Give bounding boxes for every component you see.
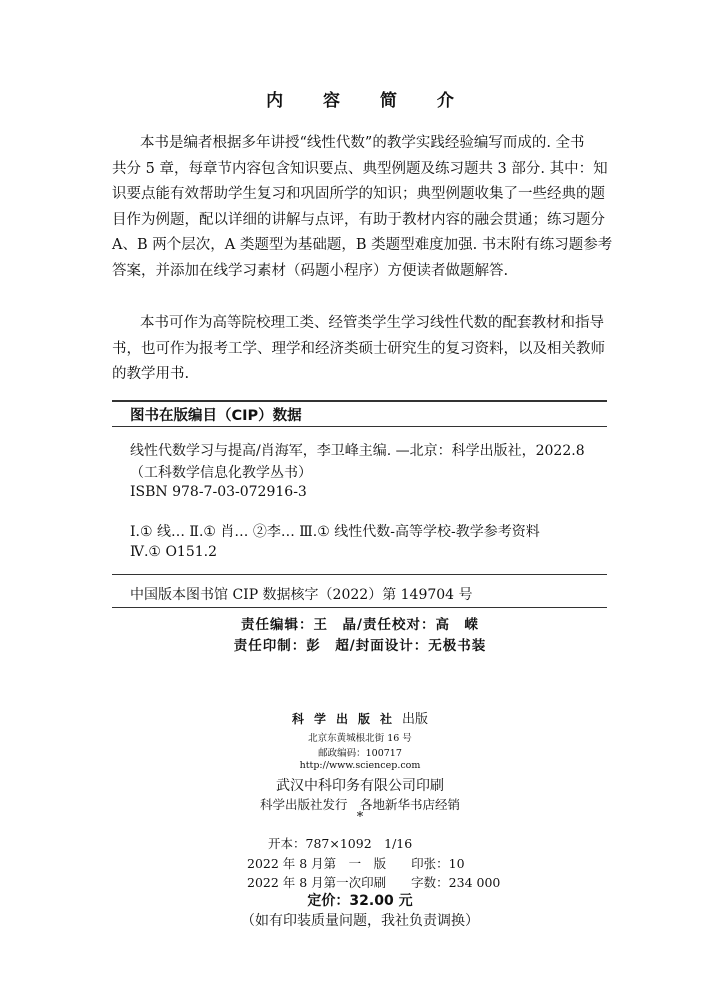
cip-classification-line: Ⅰ.① 线… Ⅱ.① 肖… ②李… Ⅲ.① 线性代数-高等学校-教学参考资料 — [130, 524, 540, 540]
intro-p2-line: 的教学用书. — [112, 366, 190, 383]
cip-heading-rule — [112, 426, 607, 427]
publisher-url: http://www.sciencep.com — [299, 760, 421, 771]
intro-p1-line: 本书是编者根据多年讲授“线性代数”的教学实践经验编写而成的. 全书 — [140, 135, 585, 151]
credits-printing-cover: 责任印制：彭 超/封面设计：无极书装 — [233, 638, 487, 654]
page-title: 内 容 简 介 — [266, 91, 471, 111]
credits-editor-proofreader: 责任编辑：王 晶/责任校对：高 嵘 — [241, 617, 479, 633]
cip-series-line: （工科数学信息化教学丛书） — [130, 465, 312, 481]
intro-p1-line: 答案，并添加在线学习素材（码题小程序）方便读者做题解答. — [112, 262, 509, 279]
cip-isbn-line: ISBN 978-7-03-072916-3 — [130, 484, 307, 500]
cip-heading: 图书在版编目（CIP）数据 — [130, 408, 302, 424]
distribution-line: 科学出版社发行 各地新华书店经销 — [259, 797, 460, 812]
spec-format: 开本：787×1092 1/16 — [268, 836, 413, 851]
publisher-suffix: 出版 — [402, 712, 429, 727]
cip-bibliographic-line: 线性代数学习与提高/肖海军，李卫峰主编. —北京：科学出版社，2022.8 — [130, 443, 585, 459]
cip-inner-rule — [112, 574, 607, 575]
cip-clc-line: Ⅳ.① O151.2 — [130, 544, 217, 560]
publisher-postcode: 邮政编码：100717 — [318, 748, 402, 759]
publisher-brand: 科学出版社 — [291, 712, 402, 726]
intro-p1-line: 识要点能有效帮助学生复习和巩固所学的知识；典型例题收集了一些经典的题 — [112, 186, 605, 203]
separator-star: * — [356, 810, 364, 825]
cip-top-rule — [112, 400, 607, 402]
intro-p1-line: A、B 两个层次，A 类题型为基础题，B 类题型难度加强. 书末附有练习题参考 — [112, 237, 613, 254]
publisher-address: 北京东黄城根北街 16 号 — [308, 733, 412, 744]
intro-paragraph-2 — [112, 311, 609, 388]
intro-p2-line: 本书可作为高等院校理工类、经管类学生学习线性代数的配套教材和指导 — [140, 315, 604, 331]
cip-bottom-rule — [112, 607, 607, 608]
spec-edition: 2022 年 8 月第 一 版 印张：10 — [247, 856, 465, 871]
price-line: 定价：32.00 元 — [307, 893, 413, 909]
intro-p1-line: 目作为例题，配以详细的讲解与点评，有助于教材内容的融会贯通；练习题分 — [112, 211, 605, 228]
intro-paragraph-1 — [112, 131, 613, 285]
intro-p2-line: 书，也可作为报考工学、理学和经济类硕士研究生的复习资料，以及相关教师 — [112, 340, 605, 357]
intro-p1-line: 共分 5 章，每章节内容包含知识要点、典型例题及练习题共 3 部分. 其中：知 — [112, 160, 608, 177]
spec-printing: 2022 年 8 月第一次印刷 字数：234 000 — [247, 875, 501, 890]
printer-line: 武汉中科印务有限公司印刷 — [276, 778, 444, 794]
quality-note: （如有印装质量问题，我社负责调换） — [241, 913, 479, 929]
cip-record-number: 中国版本图书馆 CIP 数据核字（2022）第 149704 号 — [130, 587, 473, 603]
publisher-line — [0, 708, 720, 727]
